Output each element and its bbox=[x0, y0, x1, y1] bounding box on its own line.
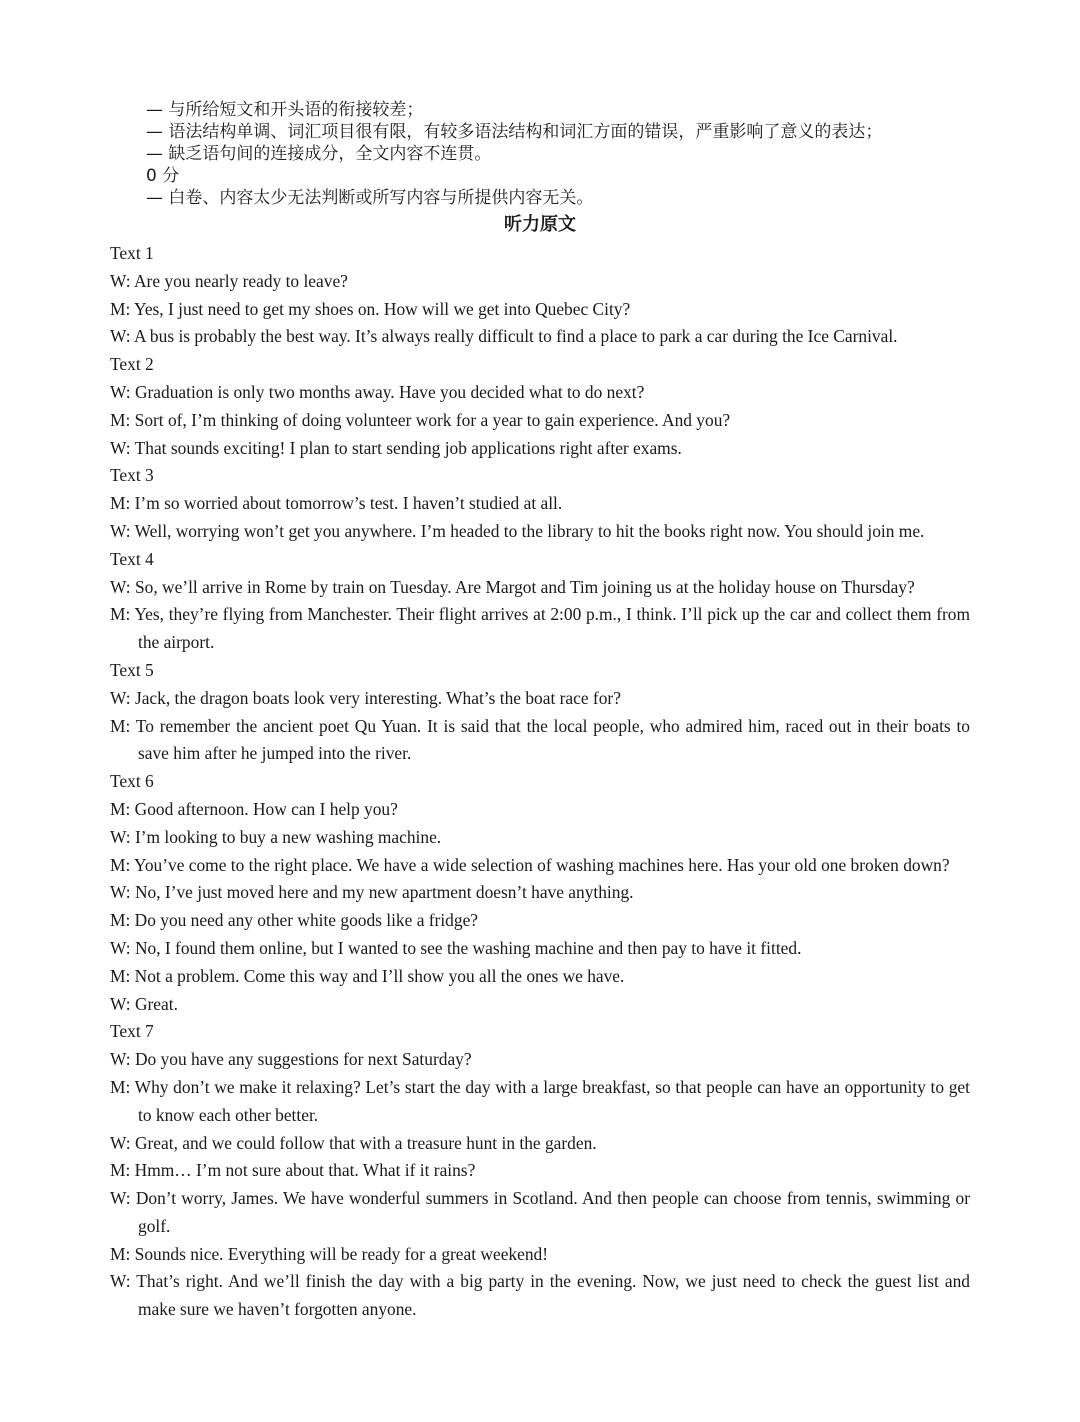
dialogue-line: W: Graduation is only two months away. Have you decided what to do next? bbox=[110, 381, 645, 402]
dialogue-line: W: Great, and we could follow that with a treasure hunt in the garden. bbox=[110, 1132, 597, 1153]
dialogue-line: W: A bus is probably the best way. It’s always really difficult to find a place to park a car during the Ice Carnival. bbox=[110, 326, 898, 347]
criteria-line: — 与所给短文和开头语的衔接较差； bbox=[146, 100, 424, 120]
dialogue-line: W: I’m looking to buy a new washing machine. bbox=[110, 826, 442, 847]
text-title: Text 2 bbox=[110, 354, 154, 375]
text-title: Text 7 bbox=[110, 1021, 154, 1042]
dialogue-line: W: So, we’ll arrive in Rome by train on Tuesday. Are Margot and Tim joining us at the holiday house on Thursday? bbox=[110, 576, 915, 597]
dialogue-line: M: You’ve come to the right place. We have a wide selection of washing machines here. Has your old one broken down? bbox=[110, 854, 950, 875]
text-title: Text 6 bbox=[110, 771, 154, 792]
text-title: Text 3 bbox=[110, 465, 154, 486]
criteria-line: — 缺乏语句间的连接成分，全文内容不连贯。 bbox=[146, 144, 492, 164]
dialogue-line: W: No, I’ve just moved here and my new apartment doesn’t have anything. bbox=[110, 882, 634, 903]
dialogue-line: M: Not a problem. Come this way and I’ll show you all the ones we have. bbox=[110, 965, 625, 986]
dialogue-line: W: No, I found them online, but I wanted to see the washing machine and then pay to have it fitted. bbox=[110, 937, 802, 958]
dialogue-line: M: Do you need any other white goods like a fridge? bbox=[110, 910, 479, 931]
dialogue-line: W: That sounds exciting! I plan to start sending job applications right after exams. bbox=[110, 437, 682, 458]
criteria-line: — 语法结构单调、词汇项目很有限，有较多语法结构和词汇方面的错误，严重影响了意义的表达； bbox=[146, 122, 883, 142]
dialogue-line: W: Don’t worry, James. We have wonderful summers in Scotland. And then people can choose from tennis, swimming or golf. bbox=[110, 1188, 970, 1236]
dialogue-line: M: To remember the ancient poet Qu Yuan. It is said that the local people, who admired him, raced out in their boats to save him after he jumped into the river. bbox=[110, 715, 970, 764]
dialogue-line: M: I’m so worried about tomorrow’s test. I haven’t studied at all. bbox=[110, 493, 563, 514]
listening-transcript bbox=[110, 240, 970, 1324]
dialogue-line: W: Well, worrying won’t get you anywhere. I’m headed to the library to hit the books right now. You should join me. bbox=[110, 520, 925, 541]
dialogue-line: W: Are you nearly ready to leave? bbox=[110, 270, 348, 291]
dialogue-line: M: Hmm… I’m not sure about that. What if it rains? bbox=[110, 1160, 476, 1181]
dialogue-line: W: Jack, the dragon boats look very interesting. What’s the boat race for? bbox=[110, 687, 621, 708]
dialogue-line: M: Good afternoon. How can I help you? bbox=[110, 798, 398, 819]
dialogue-line: M: Yes, I just need to get my shoes on. How will we get into Quebec City? bbox=[110, 298, 631, 319]
scoring-criteria bbox=[146, 99, 1006, 209]
text-title: Text 1 bbox=[110, 243, 154, 263]
criteria-line: — 白卷、内容太少无法判断或所写内容与所提供内容无关。 bbox=[146, 188, 594, 208]
dialogue-line: W: Great. bbox=[110, 993, 178, 1014]
text-title: Text 5 bbox=[110, 659, 154, 680]
section-heading: 听力原文 bbox=[504, 214, 576, 235]
dialogue-line: W: Do you have any suggestions for next Saturday? bbox=[110, 1049, 472, 1070]
dialogue-line: M: Sounds nice. Everything will be ready for a great weekend! bbox=[110, 1243, 549, 1264]
dialogue-line: M: Sort of, I’m thinking of doing volunteer work for a year to gain experience. And you? bbox=[110, 409, 731, 430]
text-title: Text 4 bbox=[110, 548, 154, 569]
dialogue-line: W: That’s right. And we’ll finish the day with a big party in the evening. Now, we just need to check the guest list and make sure we haven’t forgotten anyone. bbox=[110, 1271, 970, 1320]
dialogue-line: M: Yes, they’re flying from Manchester. Their flight arrives at 2:00 p.m., I think. I’ll pick up the car and collect them from the airport. bbox=[110, 604, 970, 653]
score-zero-label: 0 分 bbox=[146, 166, 180, 186]
dialogue-line: M: Why don’t we make it relaxing? Let’s start the day with a large breakfast, so that people can have an opportunity to get to know each other better. bbox=[110, 1076, 970, 1125]
